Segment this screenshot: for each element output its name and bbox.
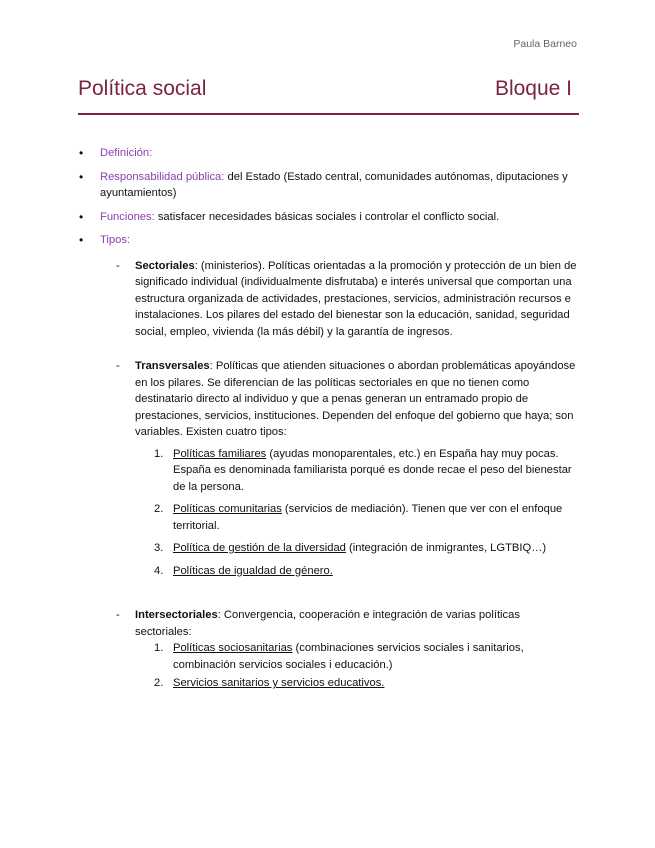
list-number: 2. xyxy=(154,677,164,689)
list-item xyxy=(78,675,578,692)
header-author: Paula Barneo xyxy=(513,38,577,50)
title-divider xyxy=(78,113,579,115)
bullet-label: Funciones: xyxy=(100,210,155,223)
bullet-label: Definición: xyxy=(100,147,153,159)
bullet-marker: • xyxy=(79,233,84,247)
tipo-sectoriales xyxy=(78,258,578,341)
list-number: 1. xyxy=(154,642,164,654)
list-item-text: (servicios de mediación). Tienen que ver con el enfoque territorial. xyxy=(173,503,563,532)
bullet-label: Responsabilidad pública: xyxy=(100,170,225,183)
block-label: Bloque I xyxy=(494,77,572,100)
list-item xyxy=(78,640,578,673)
list-number: 4. xyxy=(154,564,164,577)
list-item-text: (integración de inmigrantes, LGTBIQ…) xyxy=(345,542,547,554)
tipo-text: : (ministerios). Políticas orientadas a la promoción y protección de un bien de significado individual (individualmente disfrutaba) e interés universal que comportan una estructura organizada de actividades, prestaciones, servicios, administración recursos e instalaciones. Los pilares del estado del bienestar son la educación, sanidad, seguridad social, empleo, vivienda (la más débil) y la garantía de ingresos. xyxy=(135,259,577,338)
bullet-tipos xyxy=(78,232,578,249)
list-item-link: Políticas sociosanitarias xyxy=(173,642,293,654)
bullet-marker: • xyxy=(79,169,84,184)
tipo-text: : Políticas que atienden situaciones o abordan problemáticas apoyándose en los pilares. Se diferencian de las políticas sectoriales en que no tienen como destinatario directo al individuo y que a penas generan un entramado propio de prestaciones, servicios, instituciones. Dependen del enfoque del gobierno que haya; son variables. Existen cuatro tipos: xyxy=(135,360,576,438)
bullet-text: satisfacer necesidades básicas sociales i controlar el conflicto social. xyxy=(154,210,500,223)
dash-marker: - xyxy=(116,609,120,621)
page-title: Política social xyxy=(78,77,207,100)
tipo-transversales xyxy=(78,358,578,441)
list-item-link: Servicios sanitarios y servicios educativos. xyxy=(173,677,385,689)
bullet-label: Tipos: xyxy=(100,234,131,246)
list-item-text: (ayudas monoparentales, etc.) en España hay muy pocas. España es denominada familiarista porqué es donde recae el peso del bienestar de la persona. xyxy=(173,447,572,493)
list-item xyxy=(78,540,578,557)
bullet-definicion xyxy=(78,145,578,162)
document-body xyxy=(78,145,578,698)
title-row xyxy=(78,77,578,103)
dash-marker: - xyxy=(116,259,120,272)
tipo-text: : Convergencia, cooperación e integración de varias políticas sectoriales: xyxy=(135,609,520,638)
tipo-term: Intersectoriales xyxy=(135,609,218,621)
list-item xyxy=(78,446,578,496)
list-item xyxy=(78,563,578,580)
bullet-marker: • xyxy=(79,209,84,224)
bullet-responsabilidad xyxy=(78,169,578,202)
bullet-funciones xyxy=(78,209,578,226)
tipo-term: Transversales xyxy=(135,360,210,372)
tipo-term: Sectoriales xyxy=(135,259,195,272)
tipo-intersectoriales xyxy=(78,607,578,640)
bullet-marker: • xyxy=(79,146,84,160)
list-number: 3. xyxy=(154,542,164,554)
bullet-text: del Estado (Estado central, comunidades autónomas, diputaciones y ayuntamientos) xyxy=(100,170,568,199)
list-number: 2. xyxy=(154,503,164,515)
list-item-link: Políticas familiares xyxy=(173,447,267,460)
list-item-link: Política de gestión de la diversidad xyxy=(173,542,346,554)
dash-marker: - xyxy=(116,360,120,372)
list-item-link: Políticas comunitarias xyxy=(173,503,282,515)
list-item-link: Políticas de igualdad de género. xyxy=(173,564,333,577)
list-item xyxy=(78,501,578,534)
list-number: 1. xyxy=(154,447,164,460)
list-item-text: (combinaciones servicios sociales i sanitarios, combinación servicios sociales i educación.) xyxy=(173,642,524,671)
